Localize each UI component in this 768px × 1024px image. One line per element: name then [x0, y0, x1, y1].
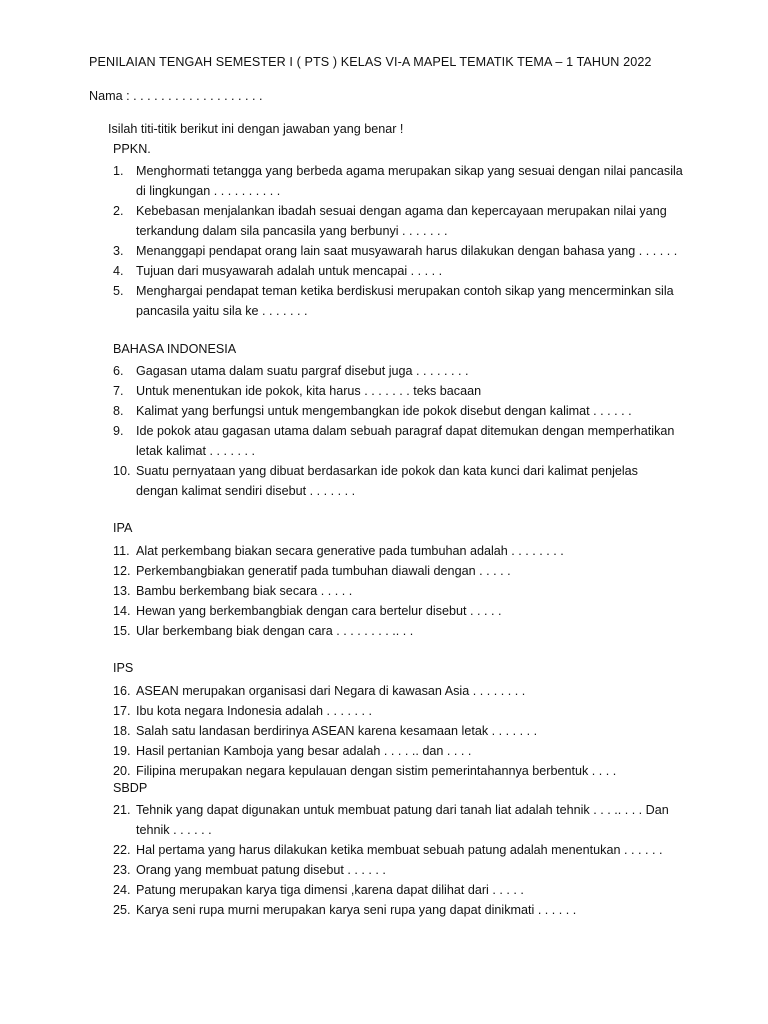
section-heading: IPS: [113, 661, 134, 675]
question-item: [113, 900, 683, 920]
question-number: 16.: [113, 684, 131, 698]
question-item: [113, 761, 683, 781]
question-number: 10.: [113, 464, 131, 478]
question-text: Menanggapi pendapat orang lain saat musyawarah harus dilakukan dengan bahasa yang . . . . . .: [136, 244, 678, 258]
question-number: 6.: [113, 364, 124, 378]
question-text: Tujuan dari musyawarah adalah untuk mencapai . . . . .: [136, 264, 443, 278]
section-heading: BAHASA INDONESIA: [113, 342, 237, 356]
question-item: [113, 261, 683, 281]
question-text: Kalimat yang berfungsi untuk mengembangkan ide pokok disebut dengan kalimat . . . . . .: [136, 404, 632, 418]
question-number: 11.: [113, 544, 130, 558]
question-number: 20.: [113, 764, 131, 778]
question-item: [113, 860, 683, 880]
question-number: 21.: [113, 803, 131, 817]
section-heading: IPA: [113, 521, 133, 535]
question-number: 17.: [113, 704, 131, 718]
question-text: ASEAN merupakan organisasi dari Negara di kawasan Asia . . . . . . . .: [136, 684, 526, 698]
question-text: Suatu pernyataan yang dibuat berdasarkan ide pokok dan kata kunci dari kalimat penjelas dengan kalimat sendiri disebut . . . . . . .: [136, 464, 638, 498]
question-text: Salah satu landasan berdirinya ASEAN karena kesamaan letak . . . . . . .: [136, 724, 538, 738]
question-text: Bambu berkembang biak secara . . . . .: [136, 584, 353, 598]
question-number: 9.: [113, 424, 124, 438]
question-item: [113, 401, 683, 421]
instruction-text: Isilah titi-titik berikut ini dengan jawaban yang benar !: [108, 122, 404, 136]
question-number: 19.: [113, 744, 131, 758]
question-text: Hal pertama yang harus dilakukan ketika membuat sebuah patung adalah menentukan . . . . . .: [136, 843, 663, 857]
question-item: [113, 880, 683, 900]
question-number: 8.: [113, 404, 124, 418]
question-text: Ibu kota negara Indonesia adalah . . . . . . .: [136, 704, 372, 718]
question-item: [113, 800, 683, 840]
question-item: [113, 581, 683, 601]
question-text: Untuk menentukan ide pokok, kita harus . . . . . . . teks bacaan: [136, 384, 482, 398]
question-text: Gagasan utama dalam suatu pargraf disebut juga . . . . . . . .: [136, 364, 469, 378]
question-item: [113, 381, 683, 401]
question-item: [113, 281, 683, 321]
question-text: Filipina merupakan negara kepulauan dengan sistim pemerintahannya berbentuk . . . .: [136, 764, 617, 778]
question-number: 13.: [113, 584, 131, 598]
question-item: [113, 621, 683, 641]
question-item: [113, 421, 683, 461]
question-number: 2.: [113, 204, 124, 218]
question-item: [113, 541, 683, 561]
question-number: 4.: [113, 264, 124, 278]
question-item: [113, 840, 683, 860]
question-text: Menghormati tetangga yang berbeda agama merupakan sikap yang sesuai dengan nilai pancasila di lingkungan . . . . . . . . . .: [136, 164, 683, 198]
question-item: [113, 701, 683, 721]
question-number: 15.: [113, 624, 131, 638]
question-item: [113, 201, 683, 241]
question-text: Perkembangbiakan generatif pada tumbuhan diawali dengan . . . . .: [136, 564, 511, 578]
question-number: 23.: [113, 863, 131, 877]
question-item: [113, 721, 683, 741]
section-heading: PPKN.: [113, 142, 151, 156]
question-text: Ular berkembang biak dengan cara . . . . . . . . .. . .: [136, 624, 414, 638]
question-number: 5.: [113, 284, 124, 298]
question-text: Karya seni rupa murni merupakan karya seni rupa yang dapat dinikmati . . . . . .: [136, 903, 577, 917]
section-heading: SBDP: [113, 781, 148, 795]
question-text: Tehnik yang dapat digunakan untuk membuat patung dari tanah liat adalah tehnik . . . .. . . . Dan tehnik . . . . . .: [136, 803, 669, 837]
question-item: [113, 361, 683, 381]
question-number: 22.: [113, 843, 131, 857]
question-text: Menghargai pendapat teman ketika berdiskusi merupakan contoh sikap yang mencerminkan sila pancasila yaitu sila ke . . . . . . .: [136, 284, 674, 318]
question-item: [113, 241, 683, 261]
question-number: 7.: [113, 384, 124, 398]
question-text: Kebebasan menjalankan ibadah sesuai dengan agama dan kepercayaan merupakan nilai yang terkandung dalam sila pancasila yang berbunyi . . . . . . .: [136, 204, 667, 238]
question-number: 14.: [113, 604, 131, 618]
question-item: [113, 741, 683, 761]
question-text: Ide pokok atau gagasan utama dalam sebuah paragraf dapat ditemukan dengan memperhatikan letak kalimat . . . . . . .: [136, 424, 675, 458]
question-item: [113, 161, 683, 201]
question-number: 18.: [113, 724, 131, 738]
question-text: Patung merupakan karya tiga dimensi ,karena dapat dilihat dari . . . . .: [136, 883, 524, 897]
name-field-line: Nama : . . . . . . . . . . . . . . . . . . .: [89, 89, 263, 103]
question-number: 3.: [113, 244, 124, 258]
question-text: Alat perkembang biakan secara generative pada tumbuhan adalah . . . . . . . .: [136, 544, 564, 558]
question-item: [113, 561, 683, 581]
question-text: Orang yang membuat patung disebut . . . . . .: [136, 863, 386, 877]
question-text: Hewan yang berkembangbiak dengan cara bertelur disebut . . . . .: [136, 604, 502, 618]
question-item: [113, 681, 683, 701]
question-item: [113, 461, 683, 501]
question-number: 12.: [113, 564, 131, 578]
question-number: 1.: [113, 164, 124, 178]
question-text: Hasil pertanian Kamboja yang besar adalah . . . . .. dan . . . .: [136, 744, 472, 758]
question-number: 24.: [113, 883, 131, 897]
page-title: PENILAIAN TENGAH SEMESTER I ( PTS ) KELAS VI-A MAPEL TEMATIK TEMA – 1 TAHUN 2022: [89, 55, 652, 69]
question-item: [113, 601, 683, 621]
question-number: 25.: [113, 903, 131, 917]
